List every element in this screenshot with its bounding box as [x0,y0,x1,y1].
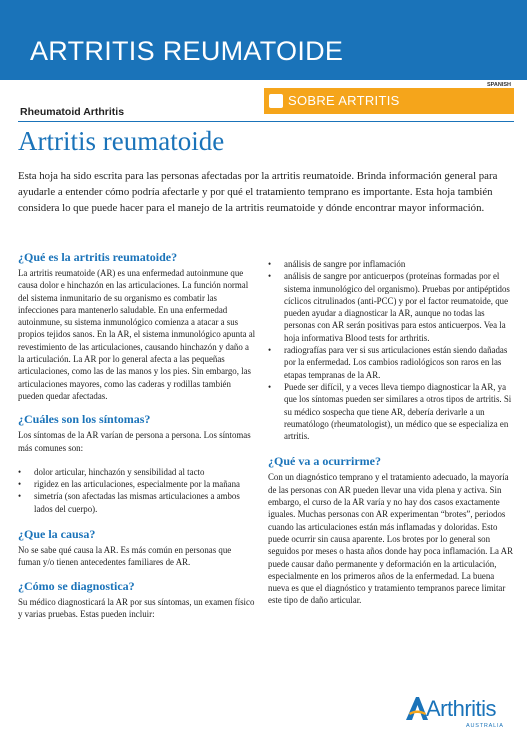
list-item: • dolor articular, hinchazón y sensibilidad al tacto [18,466,205,477]
section-heading-que-es: ¿Qué es la artritis reumatoide? [18,250,178,264]
topic-tab-label: SOBRE ARTRITIS [288,93,400,108]
symptoms-list [18,466,256,515]
list-item: • Puede ser difícil, y a veces lleva tiempo diagnosticar la AR, ya que los síntomas pueden ser similares a otros tipos de artritis. Si su médico sospecha que tiene AR, debería derivarle a un reumatólogo (rheumatologist), un médico que se especializa en artritis. [268,381,512,442]
title-banner [0,0,527,80]
section-body-ocurrir: Con un diagnóstico temprano y el tratamiento adecuado, la mayoría de las personas con AR pueden llevar una vida plena y activa. Sin embargo, el curso de la AR varía y no hay dos casos exactamente iguales. Muchas personas con AR experimentan “brotes”, periodos cuando las articulaciones están más inflamadas y doloridas. Esto puede ocurrir sin causa aparente. Los brotes por lo general son seguidos por meses o hasta años donde hay poca inflamación. La AR puede causar daño permanente y deformación en la articulación, especialmente en los primeros años de la enfermedad. La buena nueva es que el diagnóstico y tratamiento tempranos parece limitar este tipo de daño articular. [268,472,513,606]
section-heading-sintomas: ¿Cuáles son los síntomas? [18,412,151,427]
arthritis-australia-logo [404,694,519,734]
section-heading-causa: ¿Que la causa? [18,527,96,542]
page-title: Artritis reumatoide [18,126,225,156]
section-body-que-es: La artritis reumatoide (AR) es una enfermedad autoinmune que causa dolor e hinchazón en las articulaciones. La función normal del sistema inmunitario de su organismo es combatir las infecciones para mantenerlo saludable. En una enfermedad autoinmune, su sistema inmunológico comienza a atacar a sus propios tejidos sanos. En la AR, el sistema inmunológico apunta al revestimiento de las articulaciones, causando hinchazón y daño a la articulación. La AR por lo general afecta a las pequeñas articulaciones, como las de las manos y los pies. Sin embargo, las articulaciones mayores, como las caderas y rodillas también pueden quedar afectadas. [18,268,256,401]
language-label: SPANISH [486,82,511,88]
list-item: • análisis de sangre por anticuerpos (proteínas formadas por el sistema inmunológico del organismo). Pruebas por antipéptidos cíclicos citrulinados (anti-PCC) y por el factor reumatoide, que pueden ayudar a diagnosticar la AR, aunque no todas las personas con AR serán positivas para estos anticuerpos. Vea la hoja informativa Blood tests for arthritis. [268,271,510,343]
list-item: • radiografías para ver si sus articulaciones están siendo dañadas por la enfermedad. Los cambios radiológicos son raros en las etapas tempranas de la AR. [268,345,508,380]
section-heading-diagnostica: ¿Cómo se diagnostica? [18,578,135,593]
section-body-sintomas: Los síntomas de la AR varían de persona a persona. Los síntomas más comunes son: [18,430,251,453]
logo-name: Arthritis [426,696,497,721]
right-column [268,258,514,617]
left-column [18,250,256,630]
page-subtitle: Rheumatoid Arthritis [20,106,125,118]
section-body-diagnostica: Su médico diagnosticará la AR por sus síntomas, un examen físico y varias pruebas. Estas pueden incluir: [18,596,255,619]
topic-tab [264,88,514,114]
list-item: • simetría (son afectadas las mismas articulaciones a ambos lados del cuerpo). [18,491,240,514]
divider [18,121,514,122]
section-heading-ocurrir: ¿Qué va a ocurrirme? [268,454,381,469]
diagnosis-list [268,258,514,442]
logo-subtitle: AUSTRALIA [466,723,504,729]
document-icon [269,94,283,108]
banner-title: ARTRITIS REUMATOIDE [30,36,344,66]
list-item: • análisis de sangre por inflamación [268,259,406,269]
intro-paragraph: Esta hoja ha sido escrita para las personas afectadas por la artritis reumatoide. Brinda información general para ayudarle a entender cómo podría afectarle y por qué el tratamiento temprano es importante. Esta hoja también considera lo que puede hacer para el manejo de la artritis reumatoide y dónde encontrar mayor información. [18,170,498,214]
section-body-causa: No se sabe qué causa la AR. Es más común en personas que fuman y/o tienen antecedentes familiares de AR. [18,545,232,568]
list-item: • rigidez en las articulaciones, especialmente por la mañana [18,479,241,490]
